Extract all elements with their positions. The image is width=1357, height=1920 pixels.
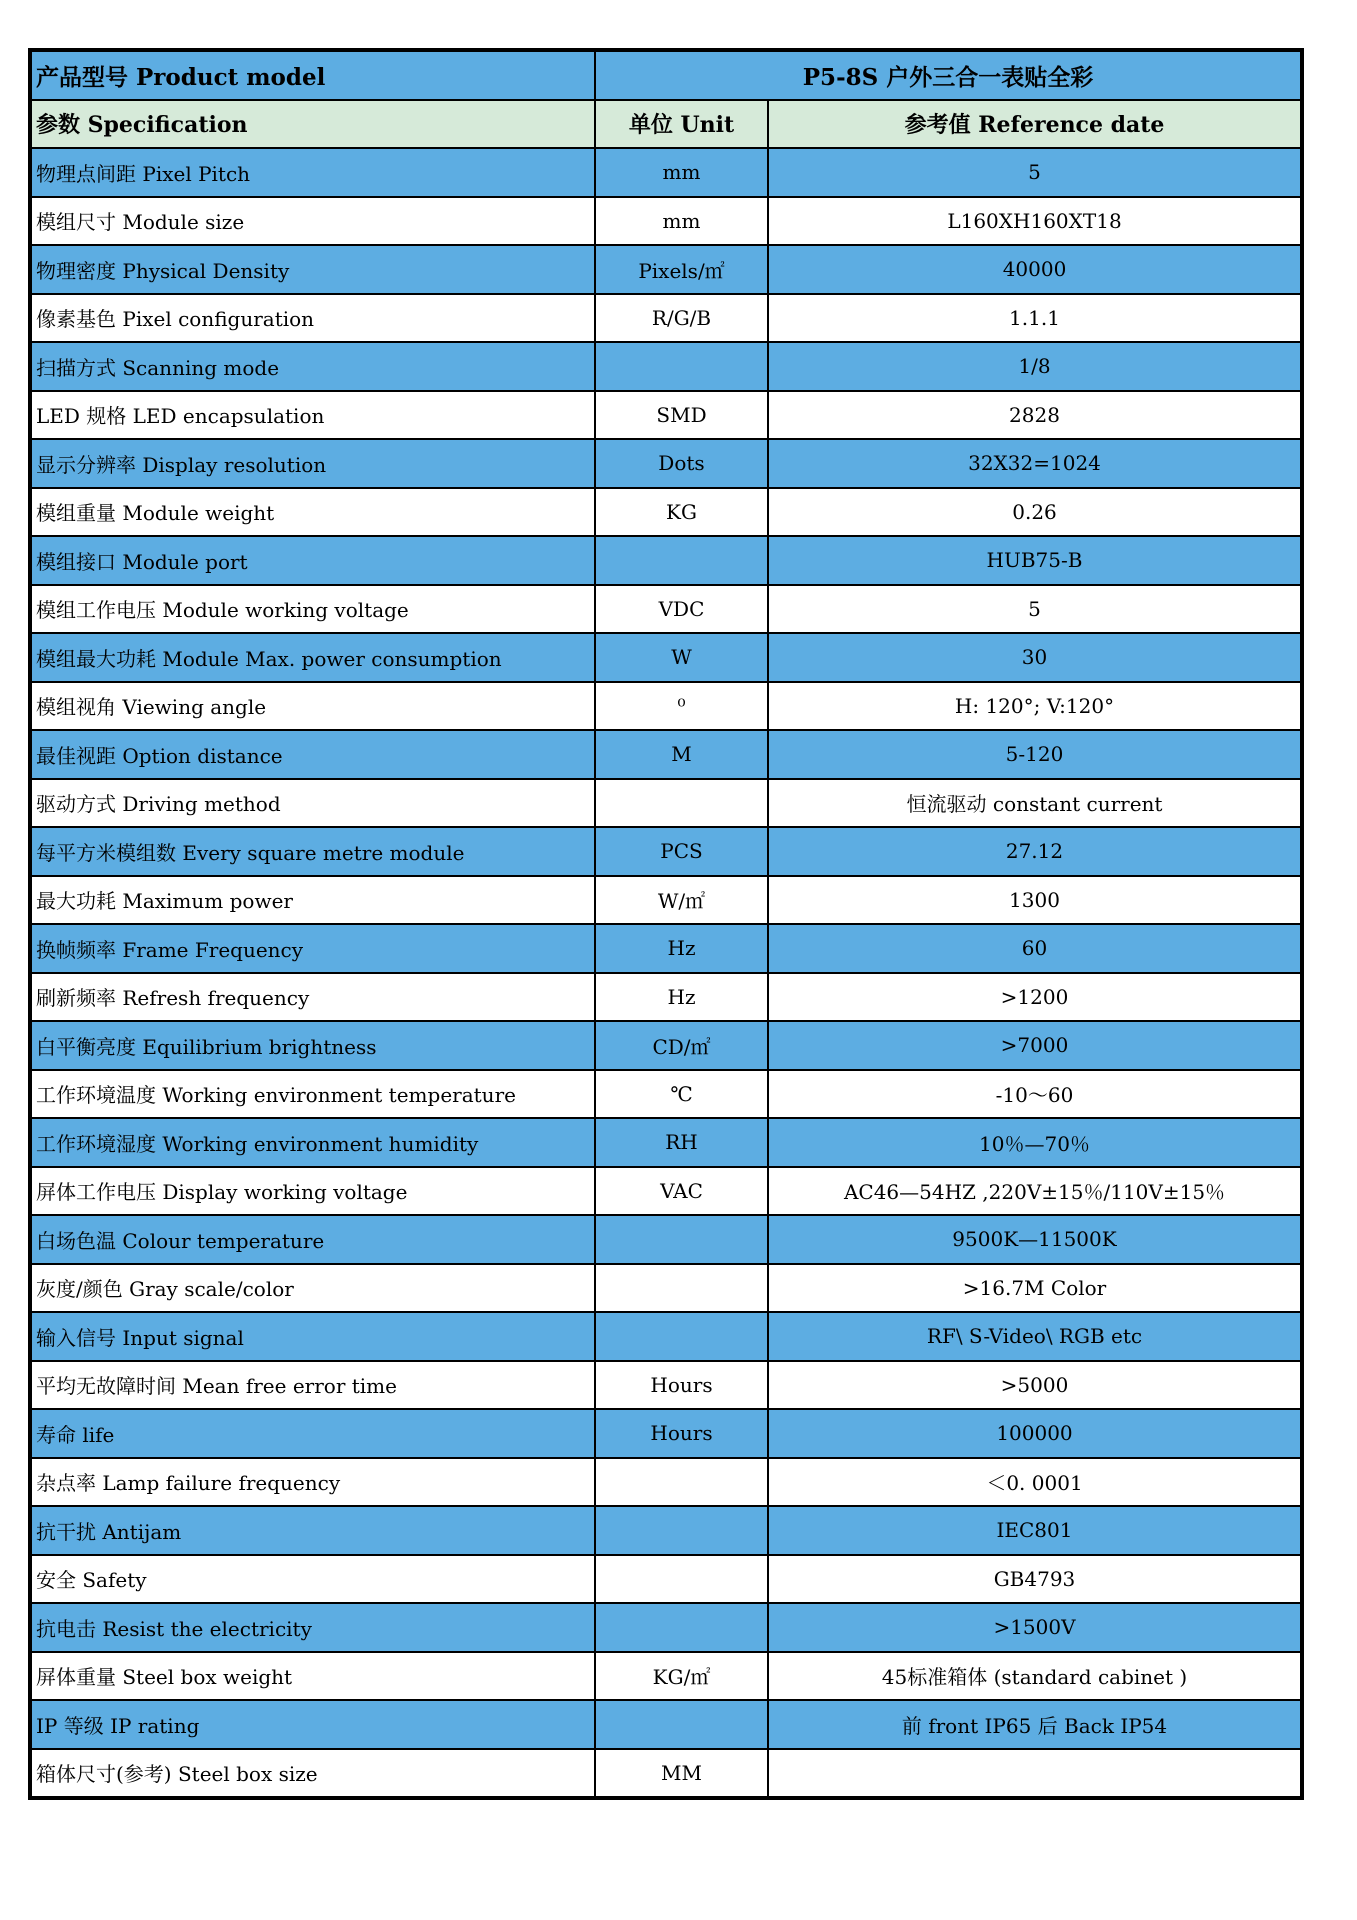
spec-name-cell: 寿命 life	[30, 1409, 595, 1458]
reference-value-cell: 0.26	[768, 488, 1302, 537]
spec-name-cell: 模组重量 Module weight	[30, 488, 595, 537]
spec-name-cell: 输入信号 Input signal	[30, 1312, 595, 1361]
unit-cell	[595, 536, 768, 585]
reference-value-cell: 1.1.1	[768, 294, 1302, 343]
table-row	[30, 1264, 1302, 1313]
spec-name-cell: 扫描方式 Scanning mode	[30, 342, 595, 391]
table-row	[30, 342, 1302, 391]
reference-value-cell: >1500V	[768, 1603, 1302, 1652]
table-row	[30, 585, 1302, 634]
unit-cell	[595, 1264, 768, 1313]
spec-name-cell: 物理密度 Physical Density	[30, 245, 595, 294]
table-row	[30, 1749, 1302, 1799]
table-row	[30, 1458, 1302, 1507]
unit-cell: W	[595, 633, 768, 682]
table-row	[30, 1361, 1302, 1410]
table-row	[30, 1167, 1302, 1216]
unit-cell	[595, 1506, 768, 1555]
unit-cell: M	[595, 730, 768, 779]
spec-name-cell: 灰度/颜色 Gray scale/color	[30, 1264, 595, 1313]
table-row	[30, 779, 1302, 828]
reference-value-cell: 60	[768, 924, 1302, 973]
spec-name-cell: 模组工作电压 Module working voltage	[30, 585, 595, 634]
table-row	[30, 973, 1302, 1022]
table-row	[30, 1021, 1302, 1070]
table-row	[30, 730, 1302, 779]
table-row	[30, 245, 1302, 294]
spec-name-cell: 模组最大功耗 Module Max. power consumption	[30, 633, 595, 682]
unit-cell	[595, 1700, 768, 1749]
spec-name-cell: 白场色温 Colour temperature	[30, 1215, 595, 1264]
table-row	[30, 1603, 1302, 1652]
table-row	[30, 391, 1302, 440]
unit-cell: VDC	[595, 585, 768, 634]
table-row	[30, 1215, 1302, 1264]
reference-value-cell: -10～60	[768, 1070, 1302, 1119]
reference-value-cell: 100000	[768, 1409, 1302, 1458]
table-row	[30, 1409, 1302, 1458]
spec-name-cell: 每平方米模组数 Every square metre module	[30, 827, 595, 876]
reference-value-cell: >16.7M Color	[768, 1264, 1302, 1313]
spec-name-cell: 箱体尺寸(参考) Steel box size	[30, 1749, 595, 1799]
reference-value-cell: 5	[768, 585, 1302, 634]
reference-value-cell: 30	[768, 633, 1302, 682]
spec-name-cell: 最大功耗 Maximum power	[30, 876, 595, 925]
reference-value-cell: 40000	[768, 245, 1302, 294]
header-row	[30, 100, 1302, 149]
spec-name-cell: 工作环境温度 Working environment temperature	[30, 1070, 595, 1119]
reference-value-cell: HUB75-B	[768, 536, 1302, 585]
header-specification: 参数 Specification	[30, 100, 595, 149]
header-reference: 参考值 Reference date	[768, 100, 1302, 149]
table-row	[30, 1506, 1302, 1555]
table-row	[30, 197, 1302, 246]
spec-name-cell: 物理点间距 Pixel Pitch	[30, 148, 595, 197]
unit-cell: W/㎡	[595, 876, 768, 925]
unit-cell: Dots	[595, 439, 768, 488]
table-row	[30, 1070, 1302, 1119]
spec-name-cell: 白平衡亮度 Equilibrium brightness	[30, 1021, 595, 1070]
unit-cell: PCS	[595, 827, 768, 876]
spec-name-cell: 安全 Safety	[30, 1555, 595, 1604]
reference-value-cell: >5000	[768, 1361, 1302, 1410]
unit-cell: mm	[595, 148, 768, 197]
unit-cell: SMD	[595, 391, 768, 440]
unit-cell: Hz	[595, 973, 768, 1022]
unit-cell	[595, 779, 768, 828]
reference-value-cell: 恒流驱动 constant current	[768, 779, 1302, 828]
reference-value-cell: >7000	[768, 1021, 1302, 1070]
spec-name-cell: 模组尺寸 Module size	[30, 197, 595, 246]
table-row	[30, 536, 1302, 585]
reference-value-cell: 前 front IP65 后 Back IP54	[768, 1700, 1302, 1749]
table-row	[30, 1118, 1302, 1167]
reference-value-cell: IEC801	[768, 1506, 1302, 1555]
spec-name-cell: 工作环境湿度 Working environment humidity	[30, 1118, 595, 1167]
table-row	[30, 148, 1302, 197]
spec-name-cell: 换帧频率 Frame Frequency	[30, 924, 595, 973]
unit-cell: Pixels/㎡	[595, 245, 768, 294]
table-row	[30, 924, 1302, 973]
reference-value-cell: 10％—70％	[768, 1118, 1302, 1167]
spec-name-cell: IP 等级 IP rating	[30, 1700, 595, 1749]
reference-value-cell: >1200	[768, 973, 1302, 1022]
unit-cell: RH	[595, 1118, 768, 1167]
reference-value-cell: 1/8	[768, 342, 1302, 391]
spec-name-cell: 抗电击 Resist the electricity	[30, 1603, 595, 1652]
table-row	[30, 294, 1302, 343]
reference-value-cell: AC46—54HZ ,220V±15％/110V±15％	[768, 1167, 1302, 1216]
spec-name-cell: 模组接口 Module port	[30, 536, 595, 585]
unit-cell: Hours	[595, 1361, 768, 1410]
table-row	[30, 1652, 1302, 1701]
table-row	[30, 682, 1302, 731]
reference-value-cell: 5-120	[768, 730, 1302, 779]
unit-cell: VAC	[595, 1167, 768, 1216]
table-row	[30, 439, 1302, 488]
title-row	[30, 50, 1302, 100]
unit-cell: Hours	[595, 1409, 768, 1458]
reference-value-cell: RF\ S-Video\ RGB etc	[768, 1312, 1302, 1361]
unit-cell: mm	[595, 197, 768, 246]
reference-value-cell: 1300	[768, 876, 1302, 925]
reference-value-cell: 45标准箱体 (standard cabinet )	[768, 1652, 1302, 1701]
reference-value-cell: 27.12	[768, 827, 1302, 876]
unit-cell	[595, 1312, 768, 1361]
spec-name-cell: 抗干扰 Antijam	[30, 1506, 595, 1555]
spec-name-cell: 刷新频率 Refresh frequency	[30, 973, 595, 1022]
spec-name-cell: 像素基色 Pixel configuration	[30, 294, 595, 343]
reference-value-cell: 32X32=1024	[768, 439, 1302, 488]
table-row	[30, 633, 1302, 682]
unit-cell	[595, 1603, 768, 1652]
product-model-label: 产品型号 Product model	[30, 50, 595, 100]
unit-cell	[595, 342, 768, 391]
table-row	[30, 1312, 1302, 1361]
spec-name-cell: 模组视角 Viewing angle	[30, 682, 595, 731]
unit-cell	[595, 1458, 768, 1507]
spec-table	[28, 48, 1304, 1800]
reference-value-cell	[768, 1749, 1302, 1799]
unit-cell: CD/㎡	[595, 1021, 768, 1070]
spec-name-cell: 最佳视距 Option distance	[30, 730, 595, 779]
unit-cell: MM	[595, 1749, 768, 1799]
product-model-value: P5-8S 户外三合一表贴全彩	[595, 50, 1302, 100]
unit-cell	[595, 1215, 768, 1264]
spec-name-cell: 显示分辨率 Display resolution	[30, 439, 595, 488]
unit-cell: ⁰	[595, 682, 768, 731]
reference-value-cell: 2828	[768, 391, 1302, 440]
table-row	[30, 488, 1302, 537]
unit-cell: KG/㎡	[595, 1652, 768, 1701]
spec-name-cell: 屏体工作电压 Display working voltage	[30, 1167, 595, 1216]
spec-name-cell: 驱动方式 Driving method	[30, 779, 595, 828]
spec-name-cell: 杂点率 Lamp failure frequency	[30, 1458, 595, 1507]
table-row	[30, 1700, 1302, 1749]
unit-cell	[595, 1555, 768, 1604]
table-row	[30, 876, 1302, 925]
table-row	[30, 1555, 1302, 1604]
header-unit: 单位 Unit	[595, 100, 768, 149]
unit-cell: Hz	[595, 924, 768, 973]
unit-cell: KG	[595, 488, 768, 537]
reference-value-cell: 9500K—11500K	[768, 1215, 1302, 1264]
reference-value-cell: ＜0. 0001	[768, 1458, 1302, 1507]
spec-name-cell: 平均无故障时间 Mean free error time	[30, 1361, 595, 1410]
unit-cell: R/G/B	[595, 294, 768, 343]
reference-value-cell: GB4793	[768, 1555, 1302, 1604]
spec-table-body	[30, 50, 1302, 1798]
table-row	[30, 827, 1302, 876]
spec-name-cell: 屏体重量 Steel box weight	[30, 1652, 595, 1701]
spec-name-cell: LED 规格 LED encapsulation	[30, 391, 595, 440]
reference-value-cell: L160XH160XT18	[768, 197, 1302, 246]
unit-cell: ℃	[595, 1070, 768, 1119]
reference-value-cell: H: 120°; V:120°	[768, 682, 1302, 731]
reference-value-cell: 5	[768, 148, 1302, 197]
